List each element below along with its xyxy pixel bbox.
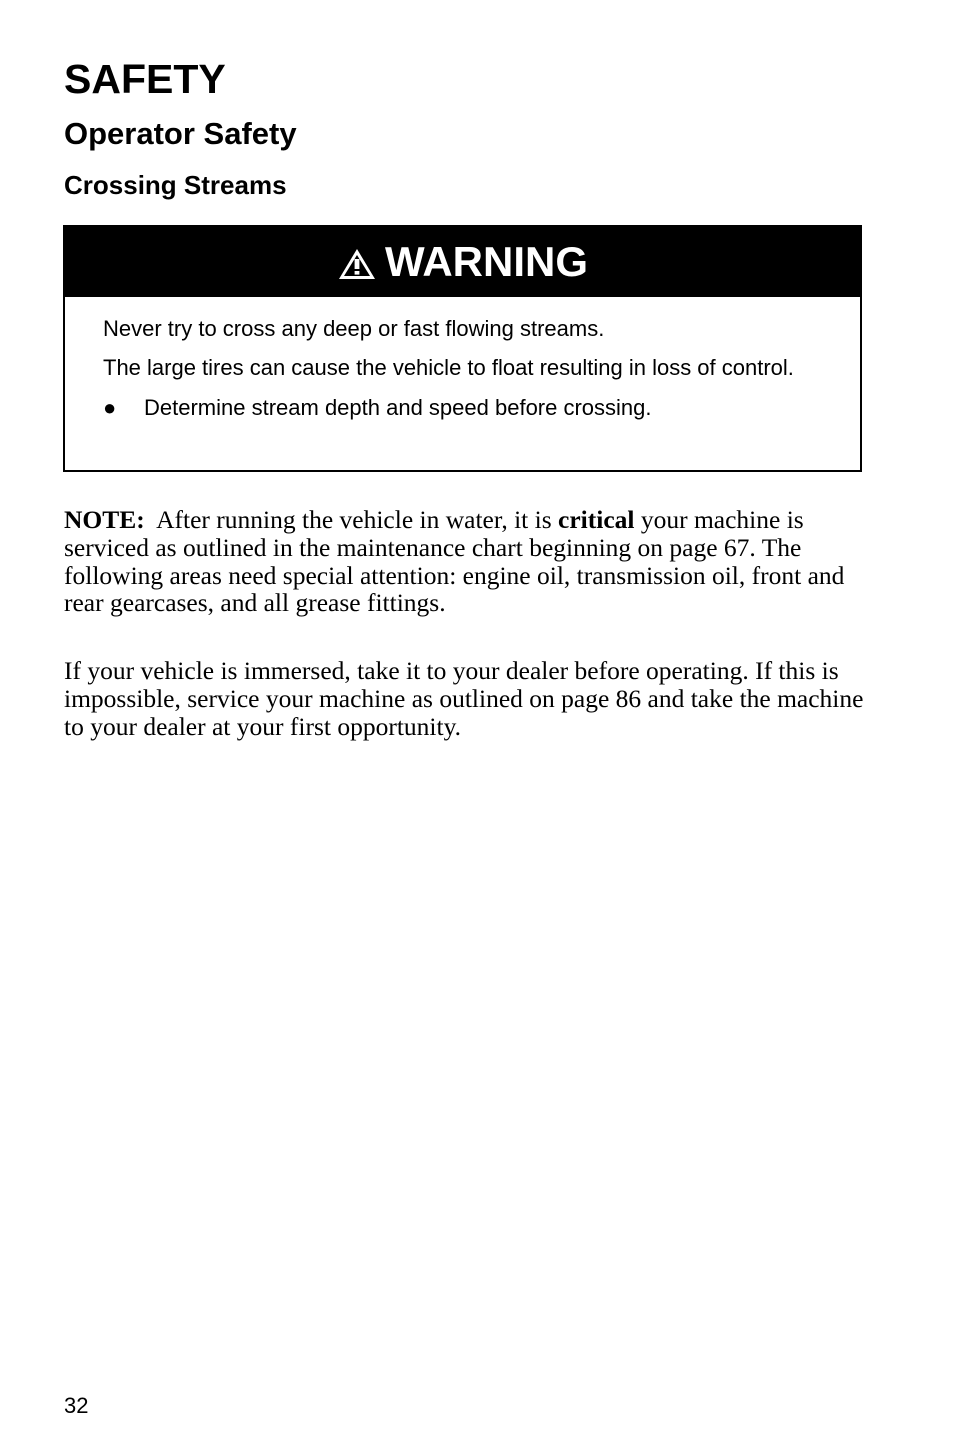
warning-triangle-icon [337,247,377,281]
section-title: SAFETY [64,56,226,102]
subsection-title: Operator Safety [64,116,297,151]
immersion-paragraph: If your vehicle is immersed, take it to your dealer before operating. If this is impossible, service your machine as outlined on page 86 and take the machine to your dealer at your first opportunity. [64,656,864,741]
bullet-icon: ● [103,395,117,420]
warning-box [63,225,862,472]
note-label: NOTE: [64,505,145,534]
warning-header [65,227,860,297]
note-text-after: your machine is serviced as outlined in the maintenance chart beginning on page 67. The following areas need special attention: engine oil, transmission oil, front and rear gearcases, and all grease fittings. [64,505,845,618]
page-number: 32 [64,1393,89,1418]
warning-paragraph: Never try to cross any deep or fast flowing streams. [103,316,605,341]
topic-title: Crossing Streams [64,170,287,200]
note-paragraph [64,506,864,617]
warning-bullet-text: Determine stream depth and speed before crossing. [144,395,652,420]
warning-paragraph: The large tires can cause the vehicle to float resulting in loss of control. [103,355,794,380]
warning-label: WARNING [385,238,588,285]
note-emphasis: critical [558,505,635,534]
warning-body [65,297,860,422]
warning-bullet-item [103,394,824,422]
note-text-before: After running the vehicle in water, it is [156,505,552,534]
